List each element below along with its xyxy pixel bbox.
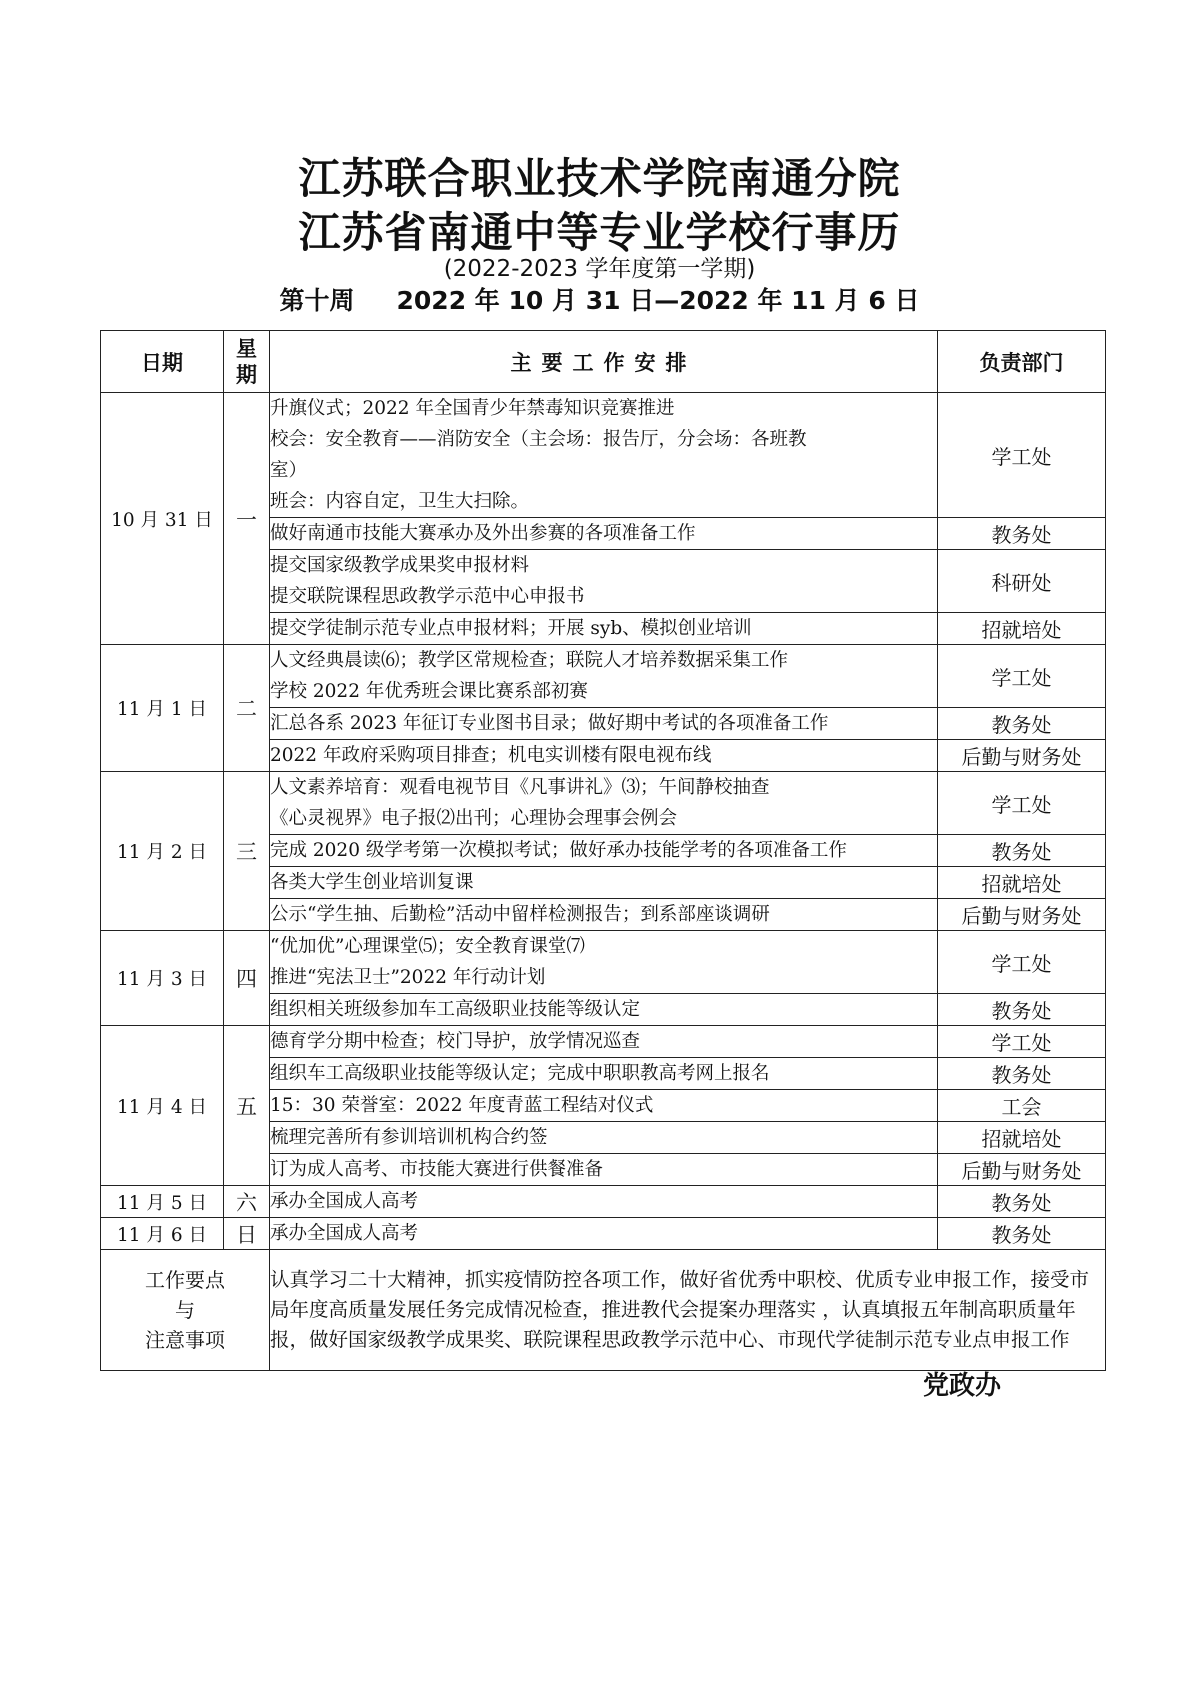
responsible-dept: 后勤与财务处: [938, 740, 1106, 772]
work-item-line: 提交学徒制示范专业点申报材料；开展 syb、模拟创业培训: [270, 618, 752, 639]
notes-text: 认真学习二十大精神，抓实疫情防控各项工作，做好省优秀中职校、优质专业申报工作，接受市局年度高质量发展任务完成情况检查，推进教代会提案办理落实 ，认真填报五年制高职质量年报，做好国家级教学成果奖、联院课程思政教学示范中心、市现代学徒制示范专业点申报工作: [270, 1250, 1106, 1371]
work-item-line: 推进“宪法卫士”2022 年行动计划: [270, 967, 546, 988]
header-weekday-line1: 星: [236, 336, 257, 361]
work-item: [270, 1154, 938, 1186]
work-item: [270, 1090, 938, 1122]
header-row: [101, 331, 1106, 393]
header-dept: 负责部门: [938, 331, 1106, 393]
work-item: [270, 867, 938, 899]
work-item-line: 组织相关班级参加车工高级职业技能等级认定: [270, 999, 641, 1020]
work-item-line: 《心灵视界》电子报⑵出刊；心理协会理事会例会: [270, 808, 678, 829]
day-date: 11 月 3 日: [101, 931, 224, 1026]
title-line-2: 江苏省南通中等专业学校行事历: [298, 208, 901, 257]
work-item: [270, 1058, 938, 1090]
work-item: [270, 1026, 938, 1058]
responsible-dept: 学工处: [938, 393, 1106, 518]
signature: 党政办: [923, 1371, 1002, 1401]
responsible-dept: 教务处: [938, 518, 1106, 550]
work-item: [270, 645, 938, 708]
work-item: [270, 1186, 938, 1218]
week-label: 第十周: [279, 286, 355, 315]
day-date: 11 月 6 日: [101, 1218, 224, 1250]
week-range: 2022 年 10 月 31 日—2022 年 11 月 6 日: [396, 286, 920, 315]
semester-subtitle: (2022-2023 学年度第一学期): [443, 256, 756, 282]
work-item: [270, 708, 938, 740]
work-item-line: 室）: [270, 460, 308, 481]
day-weekday: 二: [224, 645, 270, 772]
work-item-line: 校会：安全教育——消防安全（主会场：报告厅，分会场：各班教: [270, 429, 807, 450]
work-item-line: 德育学分期中检查；校门导护，放学情况巡查: [270, 1031, 641, 1052]
responsible-dept: 学工处: [938, 1026, 1106, 1058]
notes-label-line2: 与: [175, 1298, 195, 1322]
work-item-line: 完成 2020 级学考第一次模拟考试；做好承办技能学考的各项准备工作: [270, 840, 847, 861]
day-weekday: 日: [224, 1218, 270, 1250]
work-item-line: 学校 2022 年优秀班会课比赛系部初赛: [270, 681, 588, 702]
work-item-line: 组织车工高级职业技能等级认定；完成中职职教高考网上报名: [270, 1063, 770, 1084]
header-date: 日期: [101, 331, 224, 393]
day-weekday: 四: [224, 931, 270, 1026]
work-item-line: 15：30 荣誉室：2022 年度青蓝工程结对仪式: [270, 1095, 654, 1116]
day-weekday: 六: [224, 1186, 270, 1218]
work-item-line: 订为成人高考、市技能大赛进行供餐准备: [270, 1159, 604, 1180]
schedule-table: [100, 330, 1106, 1371]
notes-label: [101, 1250, 270, 1371]
responsible-dept: 学工处: [938, 772, 1106, 835]
responsible-dept: 招就培处: [938, 613, 1106, 645]
work-item: [270, 835, 938, 867]
day-weekday: 一: [224, 393, 270, 645]
schedule-body: [101, 393, 1106, 1371]
work-item: [270, 772, 938, 835]
work-item: [270, 393, 938, 518]
responsible-dept: 招就培处: [938, 1122, 1106, 1154]
work-item: [270, 899, 938, 931]
work-item: [270, 740, 938, 772]
week-heading: [0, 281, 1199, 317]
work-item-line: 承办全国成人高考: [270, 1223, 419, 1244]
work-item-line: “优加优”心理课堂⑸；安全教育课堂⑺: [270, 936, 585, 957]
header-weekday: [224, 331, 270, 393]
work-item: [270, 613, 938, 645]
schedule-row: [101, 1186, 1106, 1218]
work-item-line: 提交国家级教学成果奖申报材料: [270, 555, 530, 576]
responsible-dept: 学工处: [938, 645, 1106, 708]
day-date: 11 月 4 日: [101, 1026, 224, 1186]
notes-row: [101, 1250, 1106, 1371]
responsible-dept: 教务处: [938, 1218, 1106, 1250]
work-item-line: 人文素养培育：观看电视节目《凡事讲礼》⑶；午间静校抽查: [270, 777, 770, 798]
schedule-row: [101, 1026, 1106, 1058]
responsible-dept: 招就培处: [938, 867, 1106, 899]
schedule-row: [101, 931, 1106, 994]
work-item: [270, 931, 938, 994]
schedule-row: [101, 772, 1106, 835]
responsible-dept: 教务处: [938, 1186, 1106, 1218]
schedule-row: [101, 393, 1106, 518]
header-work: 主要工作安排: [270, 331, 938, 393]
day-date: 11 月 5 日: [101, 1186, 224, 1218]
work-item-line: 人文经典晨读⑹；教学区常规检查；联院人才培养数据采集工作: [270, 650, 789, 671]
schedule-row: [101, 1218, 1106, 1250]
responsible-dept: 学工处: [938, 931, 1106, 994]
work-item-line: 提交联院课程思政教学示范中心申报书: [270, 586, 585, 607]
work-item-line: 做好南通市技能大赛承办及外出参赛的各项准备工作: [270, 523, 696, 544]
responsible-dept: 教务处: [938, 1058, 1106, 1090]
work-item: [270, 1122, 938, 1154]
work-item: [270, 1218, 938, 1250]
responsible-dept: 科研处: [938, 550, 1106, 613]
work-item-line: 班会：内容自定，卫生大扫除。: [270, 491, 530, 512]
work-item: [270, 994, 938, 1026]
responsible-dept: 工会: [938, 1090, 1106, 1122]
work-item-line: 升旗仪式；2022 年全国青少年禁毒知识竞赛推进: [270, 398, 675, 419]
work-item-line: 汇总各系 2023 年征订专业图书目录；做好期中考试的各项准备工作: [270, 713, 829, 734]
work-item-line: 承办全国成人高考: [270, 1191, 419, 1212]
responsible-dept: 教务处: [938, 994, 1106, 1026]
work-item: [270, 550, 938, 613]
responsible-dept: 后勤与财务处: [938, 899, 1106, 931]
work-item-line: 各类大学生创业培训复课: [270, 872, 474, 893]
work-item-line: 公示“学生抽、后勤检”活动中留样检测报告；到系部座谈调研: [270, 904, 770, 925]
day-weekday: 五: [224, 1026, 270, 1186]
day-date: 11 月 2 日: [101, 772, 224, 931]
responsible-dept: 教务处: [938, 835, 1106, 867]
day-date: 10 月 31 日: [101, 393, 224, 645]
responsible-dept: 教务处: [938, 708, 1106, 740]
day-date: 11 月 1 日: [101, 645, 224, 772]
schedule-row: [101, 645, 1106, 708]
day-weekday: 三: [224, 772, 270, 931]
notes-label-line3: 注意事项: [145, 1328, 225, 1352]
work-item-line: 2022 年政府采购项目排查；机电实训楼有限电视布线: [270, 745, 712, 766]
notes-label-line1: 工作要点: [145, 1268, 225, 1292]
work-item: [270, 518, 938, 550]
title-line-1: 江苏联合职业技术学院南通分院: [298, 154, 901, 203]
responsible-dept: 后勤与财务处: [938, 1154, 1106, 1186]
work-item-line: 梳理完善所有参训培训机构合约签: [270, 1127, 548, 1148]
header-weekday-line2: 期: [236, 362, 257, 387]
